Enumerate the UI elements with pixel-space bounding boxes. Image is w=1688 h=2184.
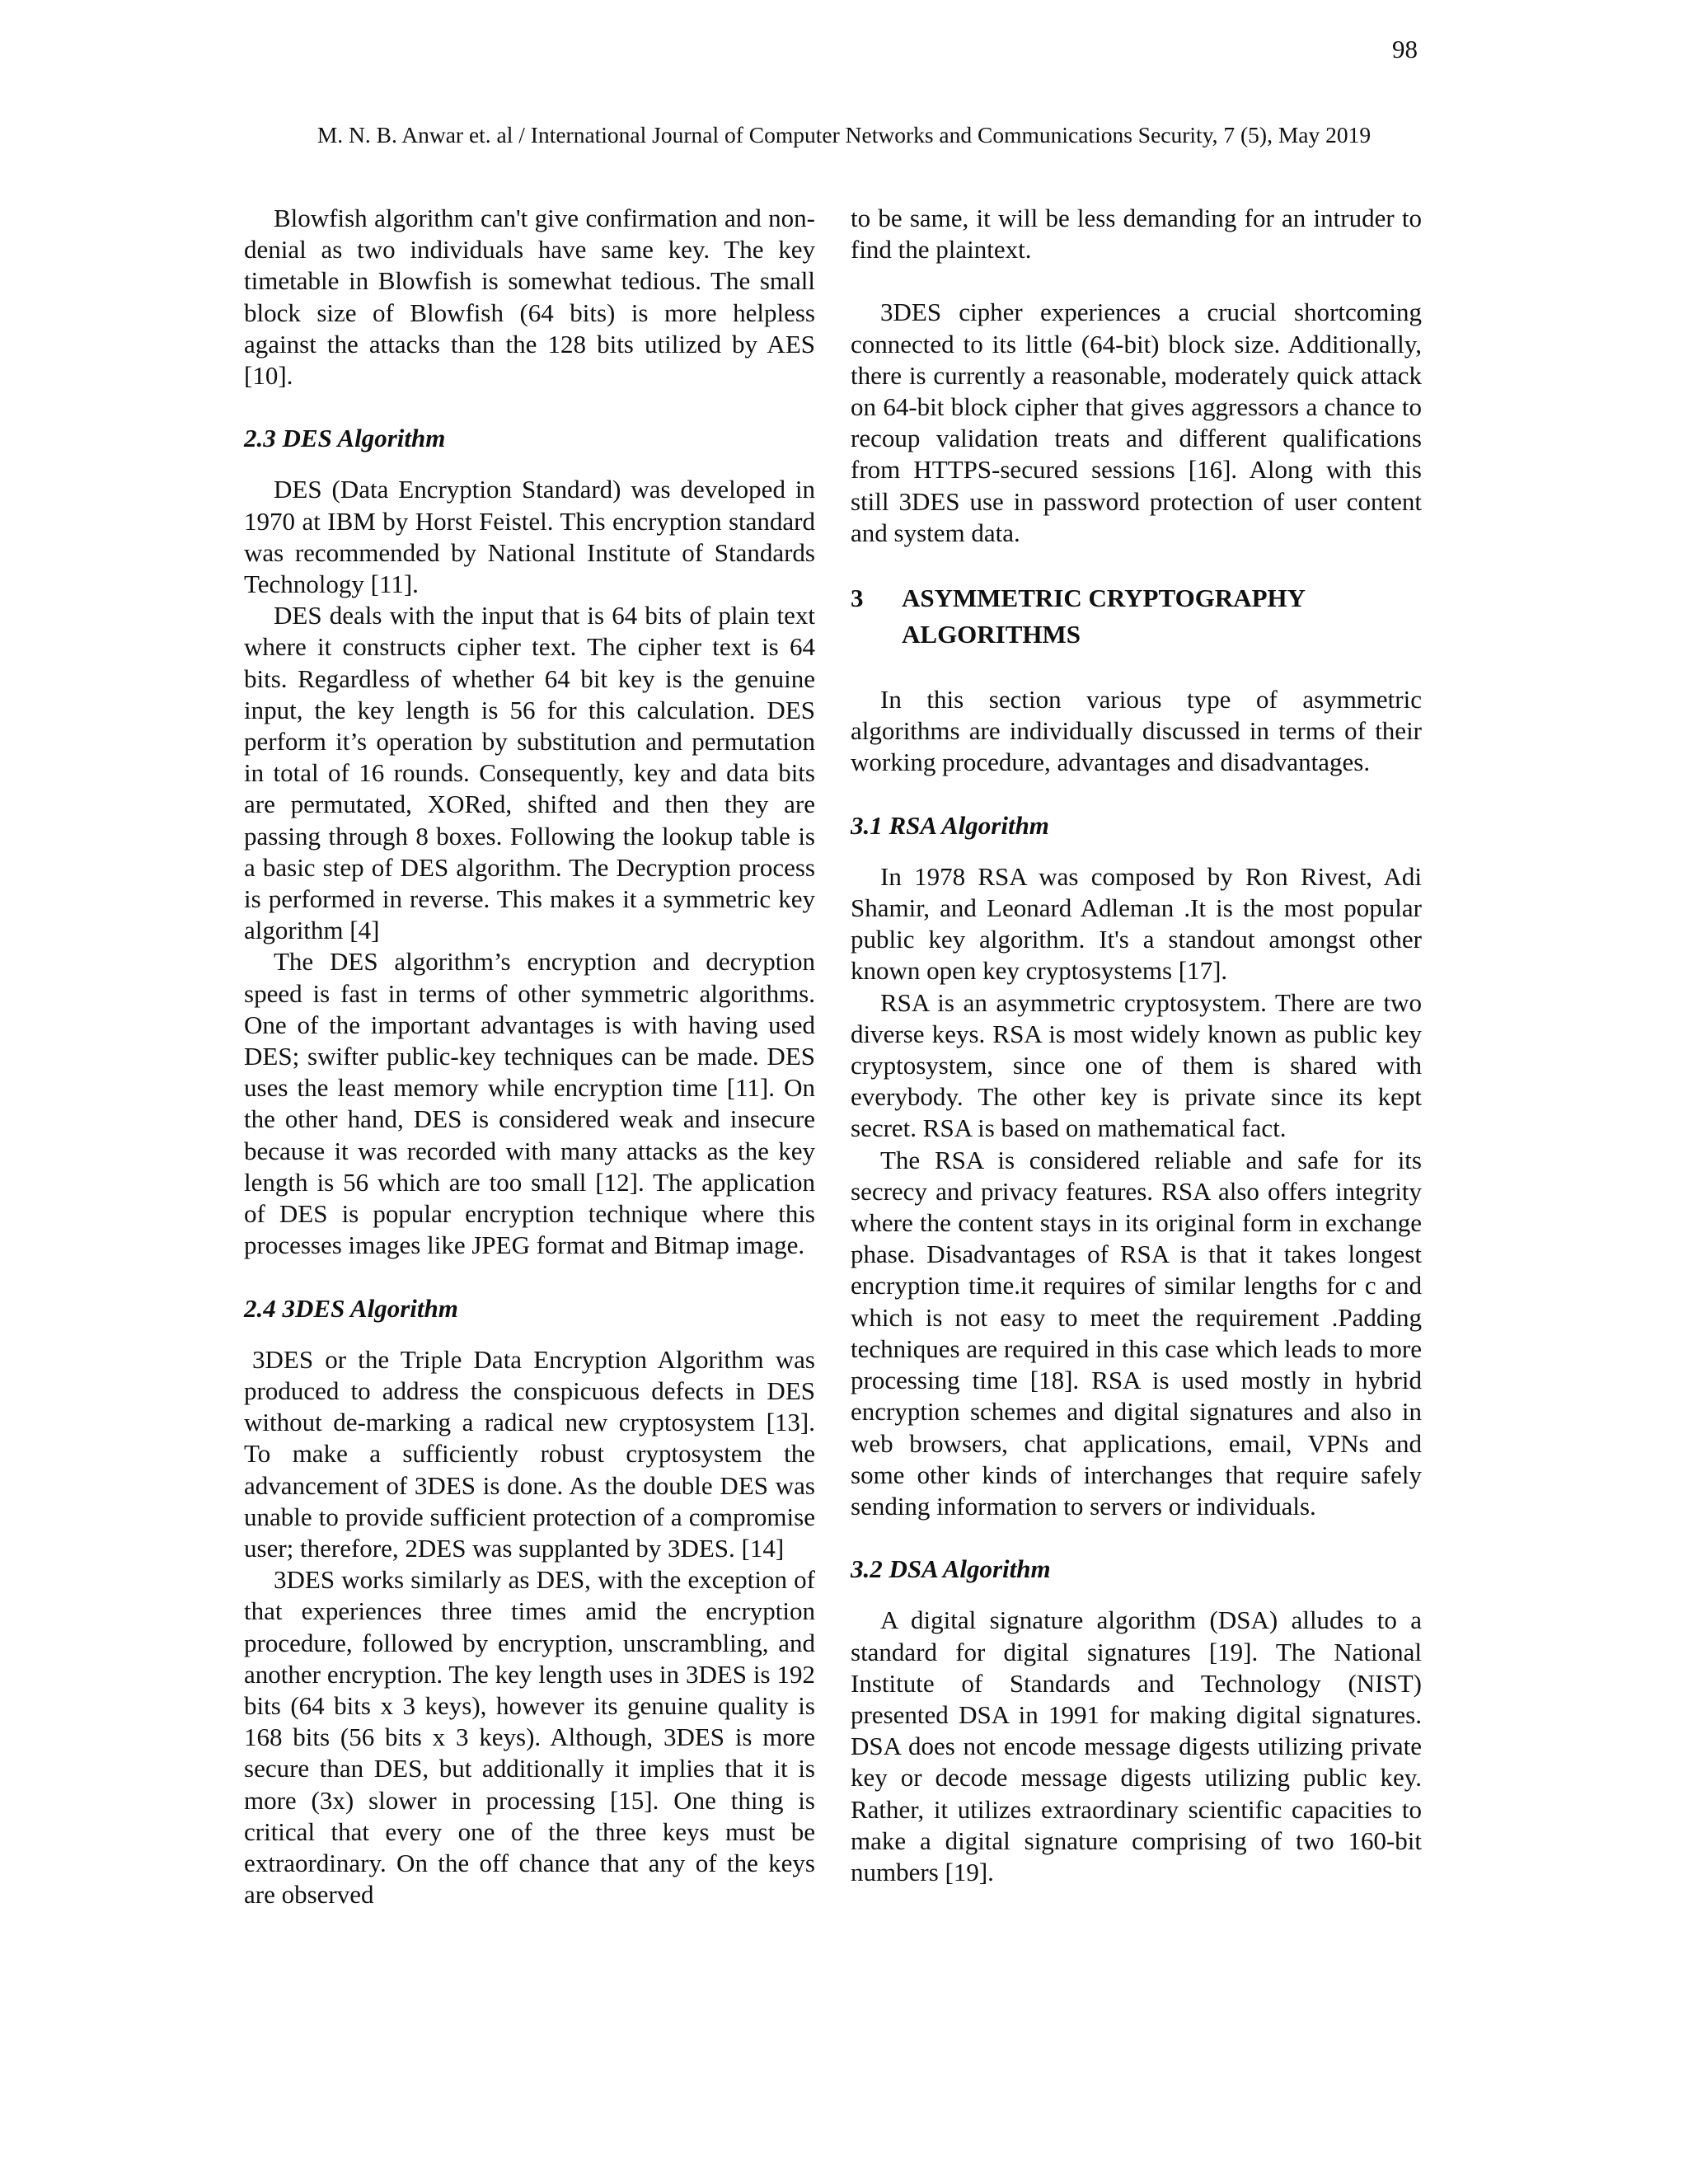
paragraph-dsa: A digital signature algorithm (DSA) alludes to a standard for digital signatures [19]. The National Institute of Standards and Technology (NIST) presented DSA in 1991 for making digital signatures. DSA does not encode message digests utilizing private key or decode message digests utilizing public key. Rather, it utilizes extraordinary scientific capacities to make a digital signature comprising of two 160-bit numbers [19]. [851, 1605, 1422, 1886]
right-column [851, 203, 1422, 1888]
paragraph-3des-working: 3DES works similarly as DES, with the exception of that experiences three times amid the encryption procedure, followed by encryption, unscrambling, and another encryption. The key length uses in 3DES is 192 bits (64 bits x 3 keys), however its genuine quality is 168 bits (56 bits x 3 keys). Although, 3DES is more secure than DES, but additionally it implies that it is more (3x) slower in processing [15]. One thing is critical that every one of the three keys must be extraordinary. On the off chance that any of the keys are observed [244, 1565, 815, 1910]
heading-dsa-algorithm: 3.2 DSA Algorithm [851, 1554, 1051, 1584]
page-number: 98 [1392, 35, 1418, 63]
heading-3des-algorithm: 2.4 3DES Algorithm [244, 1293, 458, 1323]
section-number: 3 [851, 583, 864, 613]
paragraph-des-intro: DES (Data Encryption Standard) was developed in 1970 at IBM by Horst Feistel. This encryption standard was recommended by National Institute of Standards Technology [11]. [244, 475, 815, 599]
heading-rsa-algorithm: 3.1 RSA Algorithm [851, 810, 1049, 840]
paragraph-rsa-features: The RSA is considered reliable and safe for its secrecy and privacy features. RSA also offers integrity where the content stays in its original form in exchange phase. Disadvantages of RSA is that it takes longest encryption time.it requires of similar lengths for c and which is not easy to meet the requirement .Padding techniques are required in this case which leads to more processing time [18]. RSA is used mostly in hybrid encryption schemes and digital signatures and also in web browsers, chat applications, email, VPNs and some other kinds of interchanges that require safely sending information to servers or individuals. [851, 1145, 1422, 1521]
paragraph-3des-shortcoming: 3DES cipher experiences a crucial shortcoming connected to its little (64-bit) block size. Additionally, there is currently a reasonable, moderately quick attack on 64-bit block cipher that gives aggressors a chance to recoup validation treats and different qualifications from HTTPS-secured sessions [16]. Along with this still 3DES use in password protection of user content and system data. [851, 298, 1422, 547]
section-heading-asymmetric [851, 580, 1422, 653]
section-title: ASYMMETRIC CRYPTOGRAPHY ALGORITHMS [902, 583, 1305, 649]
paragraph-des-advantages: The DES algorithm’s encryption and decryption speed is fast in terms of other symmetric algorithms. One of the important advantages is with having used DES; swifter public-key techniques can be made. DES uses the least memory while encryption time [11]. On the other hand, DES is considered weak and insecure because it was recorded with many attacks as the key length is 56 which are too small [12]. The application of DES is popular encryption technique where this processes images like JPEG format and Bitmap image. [244, 947, 815, 1260]
paragraph-3des-intro: 3DES or the Triple Data Encryption Algorithm was produced to address the conspicuous defects in DES without de-marking a radical new cryptosystem [13]. To make a sufficiently robust cryptosystem the advancement of 3DES is done. As the double DES was unable to provide sufficient protection of a compromise user; therefore, 2DES was supplanted by 3DES. [14] [244, 1344, 815, 1563]
paragraph-blowfish: Blowfish algorithm can't give confirmation and non-denial as two individuals have same key. The key timetable in Blowfish is somewhat tedious. The small block size of Blowfish (64 bits) is more helpless against the attacks than the 128 bits utilized by AES [10]. [244, 204, 815, 391]
paragraph-3des-continued: to be same, it will be less demanding for an intruder to find the plaintext. [851, 204, 1422, 265]
paragraph-rsa-keys: RSA is an asymmetric cryptosystem. There are two diverse keys. RSA is most widely known as public key cryptosystem, since one of them is shared with everybody. The other key is private since its kept secret. RSA is based on mathematical fact. [851, 987, 1422, 1143]
left-column [244, 203, 815, 1910]
paragraph-asymmetric-intro: In this section various type of asymmetric algorithms are individually discussed in terms of their working procedure, advantages and disadvantages. [851, 685, 1422, 777]
paragraph-des-operation: DES deals with the input that is 64 bits of plain text where it constructs cipher text. The cipher text is 64 bits. Regardless of whether 64 bit key is the genuine input, the key length is 56 for this calculation. DES perform it’s operation by substitution and permutation in total of 16 rounds. Consequently, key and data bits are permutated, XORed, shifted and then they are passing through 8 boxes. Following the lookup table is a basic step of DES algorithm. The Decryption process is performed in reverse. This makes it a symmetric key algorithm [4] [244, 601, 815, 945]
heading-des-algorithm: 2.3 DES Algorithm [244, 424, 446, 453]
paragraph-rsa-history: In 1978 RSA was composed by Ron Rivest, Adi Shamir, and Leonard Adleman .It is the most popular public key algorithm. It's a standout amongst other known open key cryptosystems [17]. [851, 861, 1422, 986]
running-header: M. N. B. Anwar et. al / International Journal of Computer Networks and Communications Security, 7 (5), May 2019 [316, 122, 1372, 148]
